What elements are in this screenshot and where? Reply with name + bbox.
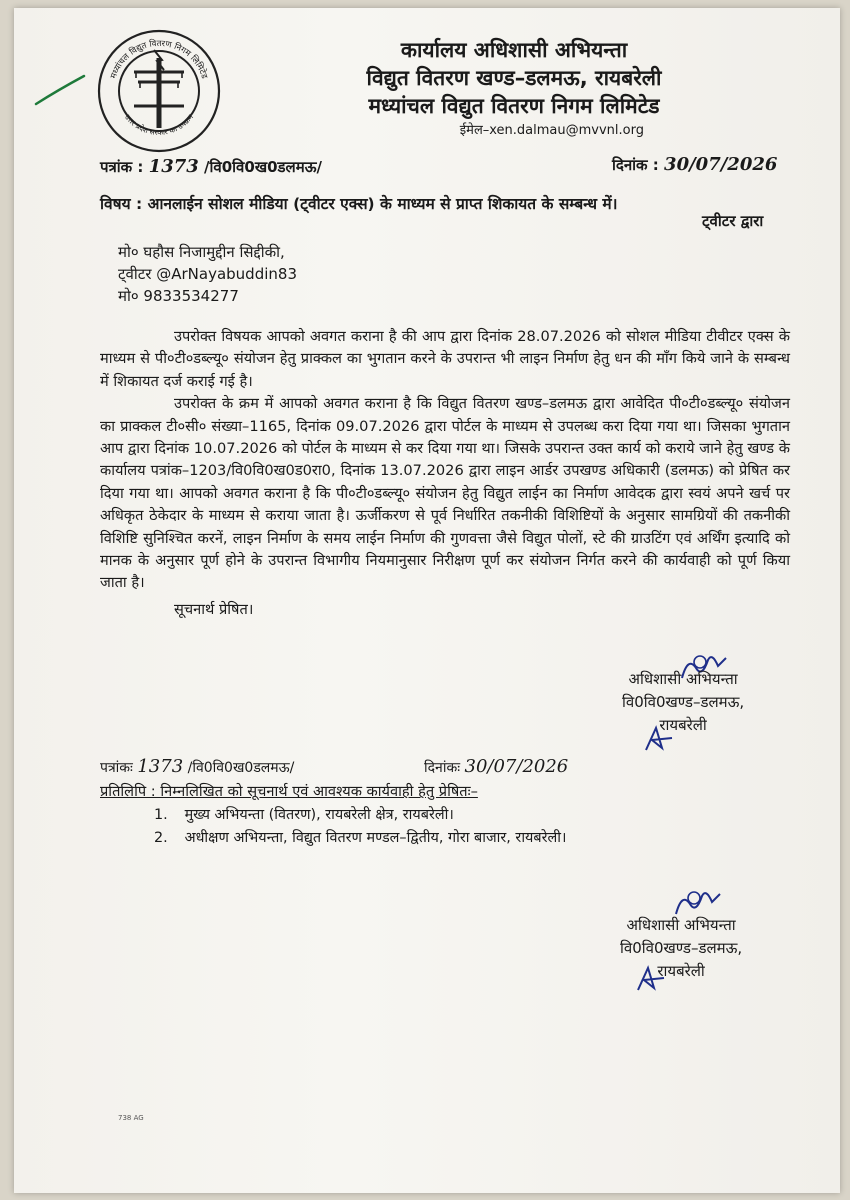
list-item-number: 1.: [154, 807, 168, 823]
copy-heading: प्रतिलिपि : निम्नलिखित को सूचनार्थ एवं आवश्यक कार्यवाही हेतु प्रेषितः–: [100, 783, 478, 800]
date-value: 30/07/2026: [664, 154, 778, 175]
company-logo: [96, 28, 222, 154]
signatory-title-2: अधिशासी अभियन्ता: [626, 916, 736, 934]
copy-ref-number: 1373: [137, 756, 184, 777]
copy-date: [424, 756, 568, 777]
copy-reference: [100, 756, 294, 777]
addressee-name: मो० घहौस निजामुद्दीन सिद्दीकी,: [118, 243, 285, 261]
addressee-mobile: मो० 9833534277: [118, 287, 239, 305]
letter-date: [612, 154, 777, 175]
signature-scrawl-2: [634, 964, 670, 994]
letter-body: [100, 326, 790, 621]
logo-text-bottom: उत्तर प्रदेश सरकार का उपक्रम: [122, 112, 196, 138]
copy-ref-suffix: /वि0वि0ख0डलमऊ/: [187, 760, 295, 776]
signatory-office: वि0वि0खण्ड–डलमऊ,: [622, 693, 745, 711]
list-item-text: मुख्य अभियन्ता (वितरण), रायबरेली क्षेत्र, रायबरेली।: [184, 807, 454, 823]
office-title: कार्यालय अधिशासी अभियन्ता: [400, 38, 628, 62]
body-paragraph-2: उपरोक्त के क्रम में आपको अवगत कराना है कि विद्युत वितरण खण्ड–डलमऊ द्वारा आवेदित पी०टी०डब्ल्यू० संयोजन का प्राक्कल टी०सी० संख्या–1165, दिनांक 09.07.2026 द्वारा पोर्टल के माध्यम से उपलब्ध करा दिया गया था। जिसका भुगतान आप द्वारा दिनांक 10.07.2026 को पोर्टल के माध्यम से कर दिया गया था। जिसके उपरान्त उक्त कार्य को कराये जाने हेतु खण्ड के कार्यालय पत्रांक–1203/वि0वि0ख0ड0रा0, दिनांक 13.07.2026 द्वारा लाइन आर्डर उपखण्ड अधिकारी (डलमऊ) को प्रेषित कर दिया गया था। आपको अवगत कराना है कि पी०टी०डब्ल्यू० संयोजन हेतु विद्युत लाईन का निर्माण आवेदक द्वारा स्वयं अपने खर्च पर अधिकृत ठेकेदार के माध्यम से कराया जाता है। ऊर्जीकरण से पूर्व निर्धारित तकनीकी विशिष्टियों के अनुसार सामग्रियों की तकनीकी विशिष्टि सुनिश्चित करनें, लाइन निर्माण के समय लाईन निर्माण की गुणवत्ता जैसे विद्युत पोलों, स्टे की ग्राउटिंग एवं अर्थिंग इत्यादि को मानक के अनुसार पूर्ण होने के उपरान्त विभागीय नियमानुसार निरीक्षण पूर्ण कर संयोजन निर्गत करने की कार्यवाही को पूर्ण किया जाता है।: [100, 395, 790, 592]
reference-number: [100, 156, 322, 177]
list-item: [154, 804, 566, 827]
copy-date-label: दिनांकः: [424, 760, 461, 776]
office-email: ईमेल–xen.dalmau@mvvnl.org: [459, 123, 644, 138]
letterhead: [304, 36, 724, 138]
list-item-number: 2.: [154, 830, 168, 846]
signature-scrawl-1: [642, 724, 678, 754]
copy-ref-label: पत्रांकः: [100, 760, 133, 776]
subject-line: विषय : आनलाईन सोशल मीडिया (ट्वीटर एक्स) के माध्यम से प्राप्त शिकायत के सम्बन्ध में।: [100, 195, 618, 213]
list-item: [154, 827, 566, 850]
copy-date-value: 30/07/2026: [464, 756, 569, 777]
addressee-block: [118, 241, 297, 307]
signature-block-1: [622, 668, 744, 737]
body-paragraph-1: उपरोक्त विषयक आपको अवगत कराना है की आप द्वारा दिनांक 28.07.2026 को सोशल मीडिया टीवीटर एक्स के माध्यम से पी०टी०डब्ल्यू० संयोजन हेतु प्राक्कल का भुगतान करने के उपरान्त भी लाइन निर्माण हेतु धन की माँग किये जाने के सम्बन्ध में शिकायत दर्ज कराई गई है।: [100, 328, 790, 390]
footer-code: 738 AG: [118, 1114, 144, 1122]
addressee-twitter: ट्वीटर @ArNayabuddin83: [118, 265, 297, 283]
company-title: मध्यांचल विद्युत वितरण निगम लिमिटेड: [368, 94, 660, 118]
ref-suffix: /वि0वि0ख0डलमऊ/: [204, 158, 322, 176]
date-label: दिनांक :: [612, 156, 659, 174]
signatory-office-2: वि0वि0खण्ड–डलमऊ,: [620, 939, 743, 957]
signatory-city-2: रायबरेली: [657, 962, 705, 980]
copy-list: [154, 804, 566, 850]
pen-tick-mark: [32, 70, 92, 110]
via-twitter: ट्वीटर द्वारा: [702, 212, 764, 230]
division-title: विद्युत वितरण खण्ड–डलमऊ, रायबरेली: [366, 66, 662, 90]
list-item-text: अधीक्षण अभियन्ता, विद्युत वितरण मण्डल–द्वितीय, गोरा बाजार, रायबरेली।: [184, 830, 567, 846]
ref-label: पत्रांक :: [100, 158, 144, 176]
signatory-title: अधिशासी अभियन्ता: [628, 670, 738, 688]
letter-sheet: [14, 8, 840, 1193]
signatory-city: रायबरेली: [659, 716, 707, 734]
ref-number-handwritten: 1373: [148, 156, 199, 177]
logo-text-top: मध्यांचल विद्युत वितरण निगम लिमिटेड: [108, 38, 210, 81]
closing-line: सूचनार्थ प्रेषित।: [174, 600, 254, 618]
